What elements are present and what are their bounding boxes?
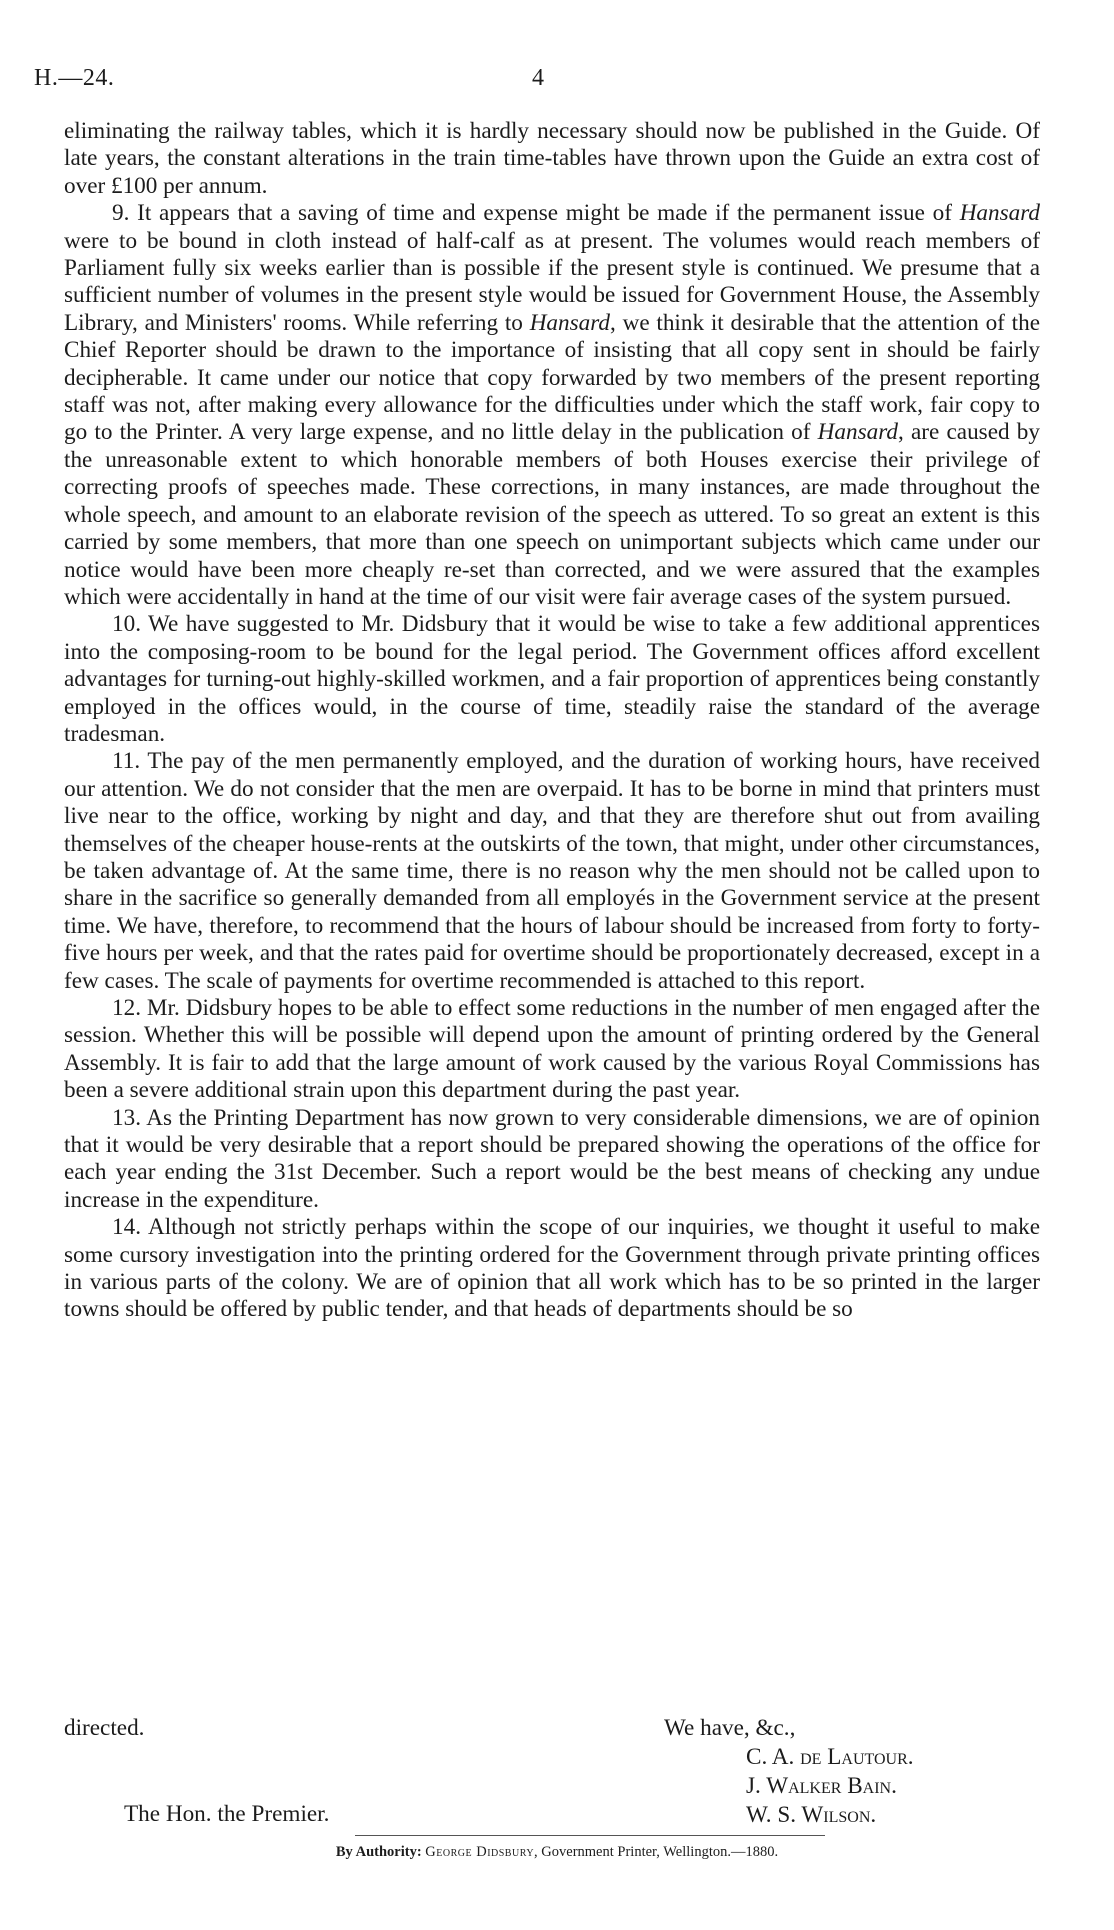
report-body	[64, 118, 1040, 1324]
signatory: W. S. Wilson.	[746, 1802, 877, 1828]
paragraph-12: 12. Mr. Didsbury hopes to be able to effect some reductions in the number of men engaged after the session. Whether this will be possible will depend upon the amount of printing ordered by the General Assembly. It is fair to add that the large amount of work caused by the various Royal Commissions has been a severe additional strain upon this department during the past year.	[64, 995, 1040, 1104]
paragraph-10: 10. We have suggested to Mr. Didsbury that it would be wise to take a few additional apprentices into the composing-room to be bound for the legal period. The Government offices afford excellent advantages for turning-out highly-skilled workmen, and a fair proportion of apprentices being constantly employed in the offices would, in the course of time, steadily raise the standard of the average tradesman.	[64, 611, 1040, 747]
hansard-title: Hansard	[959, 200, 1040, 227]
footer-divider	[355, 1835, 825, 1836]
paragraph-9-text-d: , are caused by the unreasonable extent to which honorable members of both Houses exercise their privilege of correcting proofs of speeches made. These corrections, in many instances, are made throughout the whole speech, and amount to an elaborate revision of the speech as uttered. To so great an extent is this carried by some members, that more than one speech on unimportant subjects which came under our notice would have been more cheaply re-set than corrected, and we were assured that the examples which were accidentally in hand at the time of our visit were fair average cases of the system pursued.	[64, 419, 1040, 610]
signatory: J. Walker Bain.	[746, 1773, 897, 1799]
paragraph-14: 14. Although not strictly perhaps within the scope of our inquiries, we thought it useful to make some cursory investigation into the printing ordered for the Government through private printing offices in various parts of the colony. We are of opinion that all work which has to be so printed in the larger towns should be offered by public tender, and that heads of departments should be so	[64, 1214, 1040, 1323]
paragraph-13: 13. As the Printing Department has now grown to very considerable dimensions, we are of opinion that it would be very desirable that a report should be prepared showing the operations of the office for each year ending the 31st December. Such a report would be the best means of checking any undue increase in the expenditure.	[64, 1104, 1040, 1213]
salutation: We have, &c.,	[664, 1715, 796, 1741]
document-reference: H.—24.	[34, 65, 115, 91]
printer-imprint	[0, 1843, 1114, 1861]
paragraph-9-text-a: 9. It appears that a saving of time and expense might be made if the permanent issue of	[112, 200, 960, 227]
imprint-authority: By Authority:	[335, 1844, 422, 1860]
hansard-title: Hansard	[529, 309, 610, 336]
paragraph-11: 11. The pay of the men permanently employed, and the duration of working hours, have received our attention. We do not consider that the men are overpaid. It has to be borne in mind that printers must live near to the office, working by night and day, and that they are therefore shut out from availing themselves of the cheaper house-rents at the outskirts of the town, that might, under other circumstances, be taken advantage of. At the same time, there is no reason why the men should not be called upon to share in the sacrifice so generally demanded from all employés in the Government service at the present time. We have, therefore, to recommend that the hours of labour should be increased from forty to forty-five hours per week, and that the rates paid for overtime should be proportionately decreased, except in a few cases. The scale of payments for overtime recommended is attached to this report.	[64, 748, 1040, 994]
paragraph-9-text-c: , we think it desirable that the attention of the Chief Reporter should be drawn to the importance of insisting that all copy sent in should be fairly decipherable. It came under our notice that copy forwarded by two members of the present reporting staff was not, after making every allowance for the difficulties under which the staff work, fair copy to go to the Printer. A very large expense, and no little delay in the publication of	[64, 309, 1040, 446]
closing-directed: directed.	[64, 1715, 145, 1741]
paragraph-9	[64, 200, 1040, 611]
page-number: 4	[532, 65, 544, 91]
paragraph-8-continuation: eliminating the railway tables, which it is hardly necessary should now be published in the Guide. Of late years, the constant alterations in the train time-tables have thrown upon the Guide an extra cost of over £100 per annum.	[64, 118, 1040, 199]
signatory: C. A. de Lautour.	[746, 1744, 914, 1770]
addressee: The Hon. the Premier.	[124, 1801, 330, 1827]
paragraph-9-text-b: were to be bound in cloth instead of half-calf as at present. The volumes would reach members of Parliament fully six weeks earlier than is possible if the present style is continued. We presume that a sufficient number of volumes in the present style would be issued for Government House, the Assembly Library, and Ministers' rooms. While referring to	[64, 227, 1040, 336]
signatories	[746, 1743, 914, 1830]
hansard-title: Hansard	[817, 419, 898, 446]
imprint-printer-name: George Didsbury	[425, 1844, 535, 1860]
imprint-details: , Government Printer, Wellington.—1880.	[534, 1844, 779, 1860]
